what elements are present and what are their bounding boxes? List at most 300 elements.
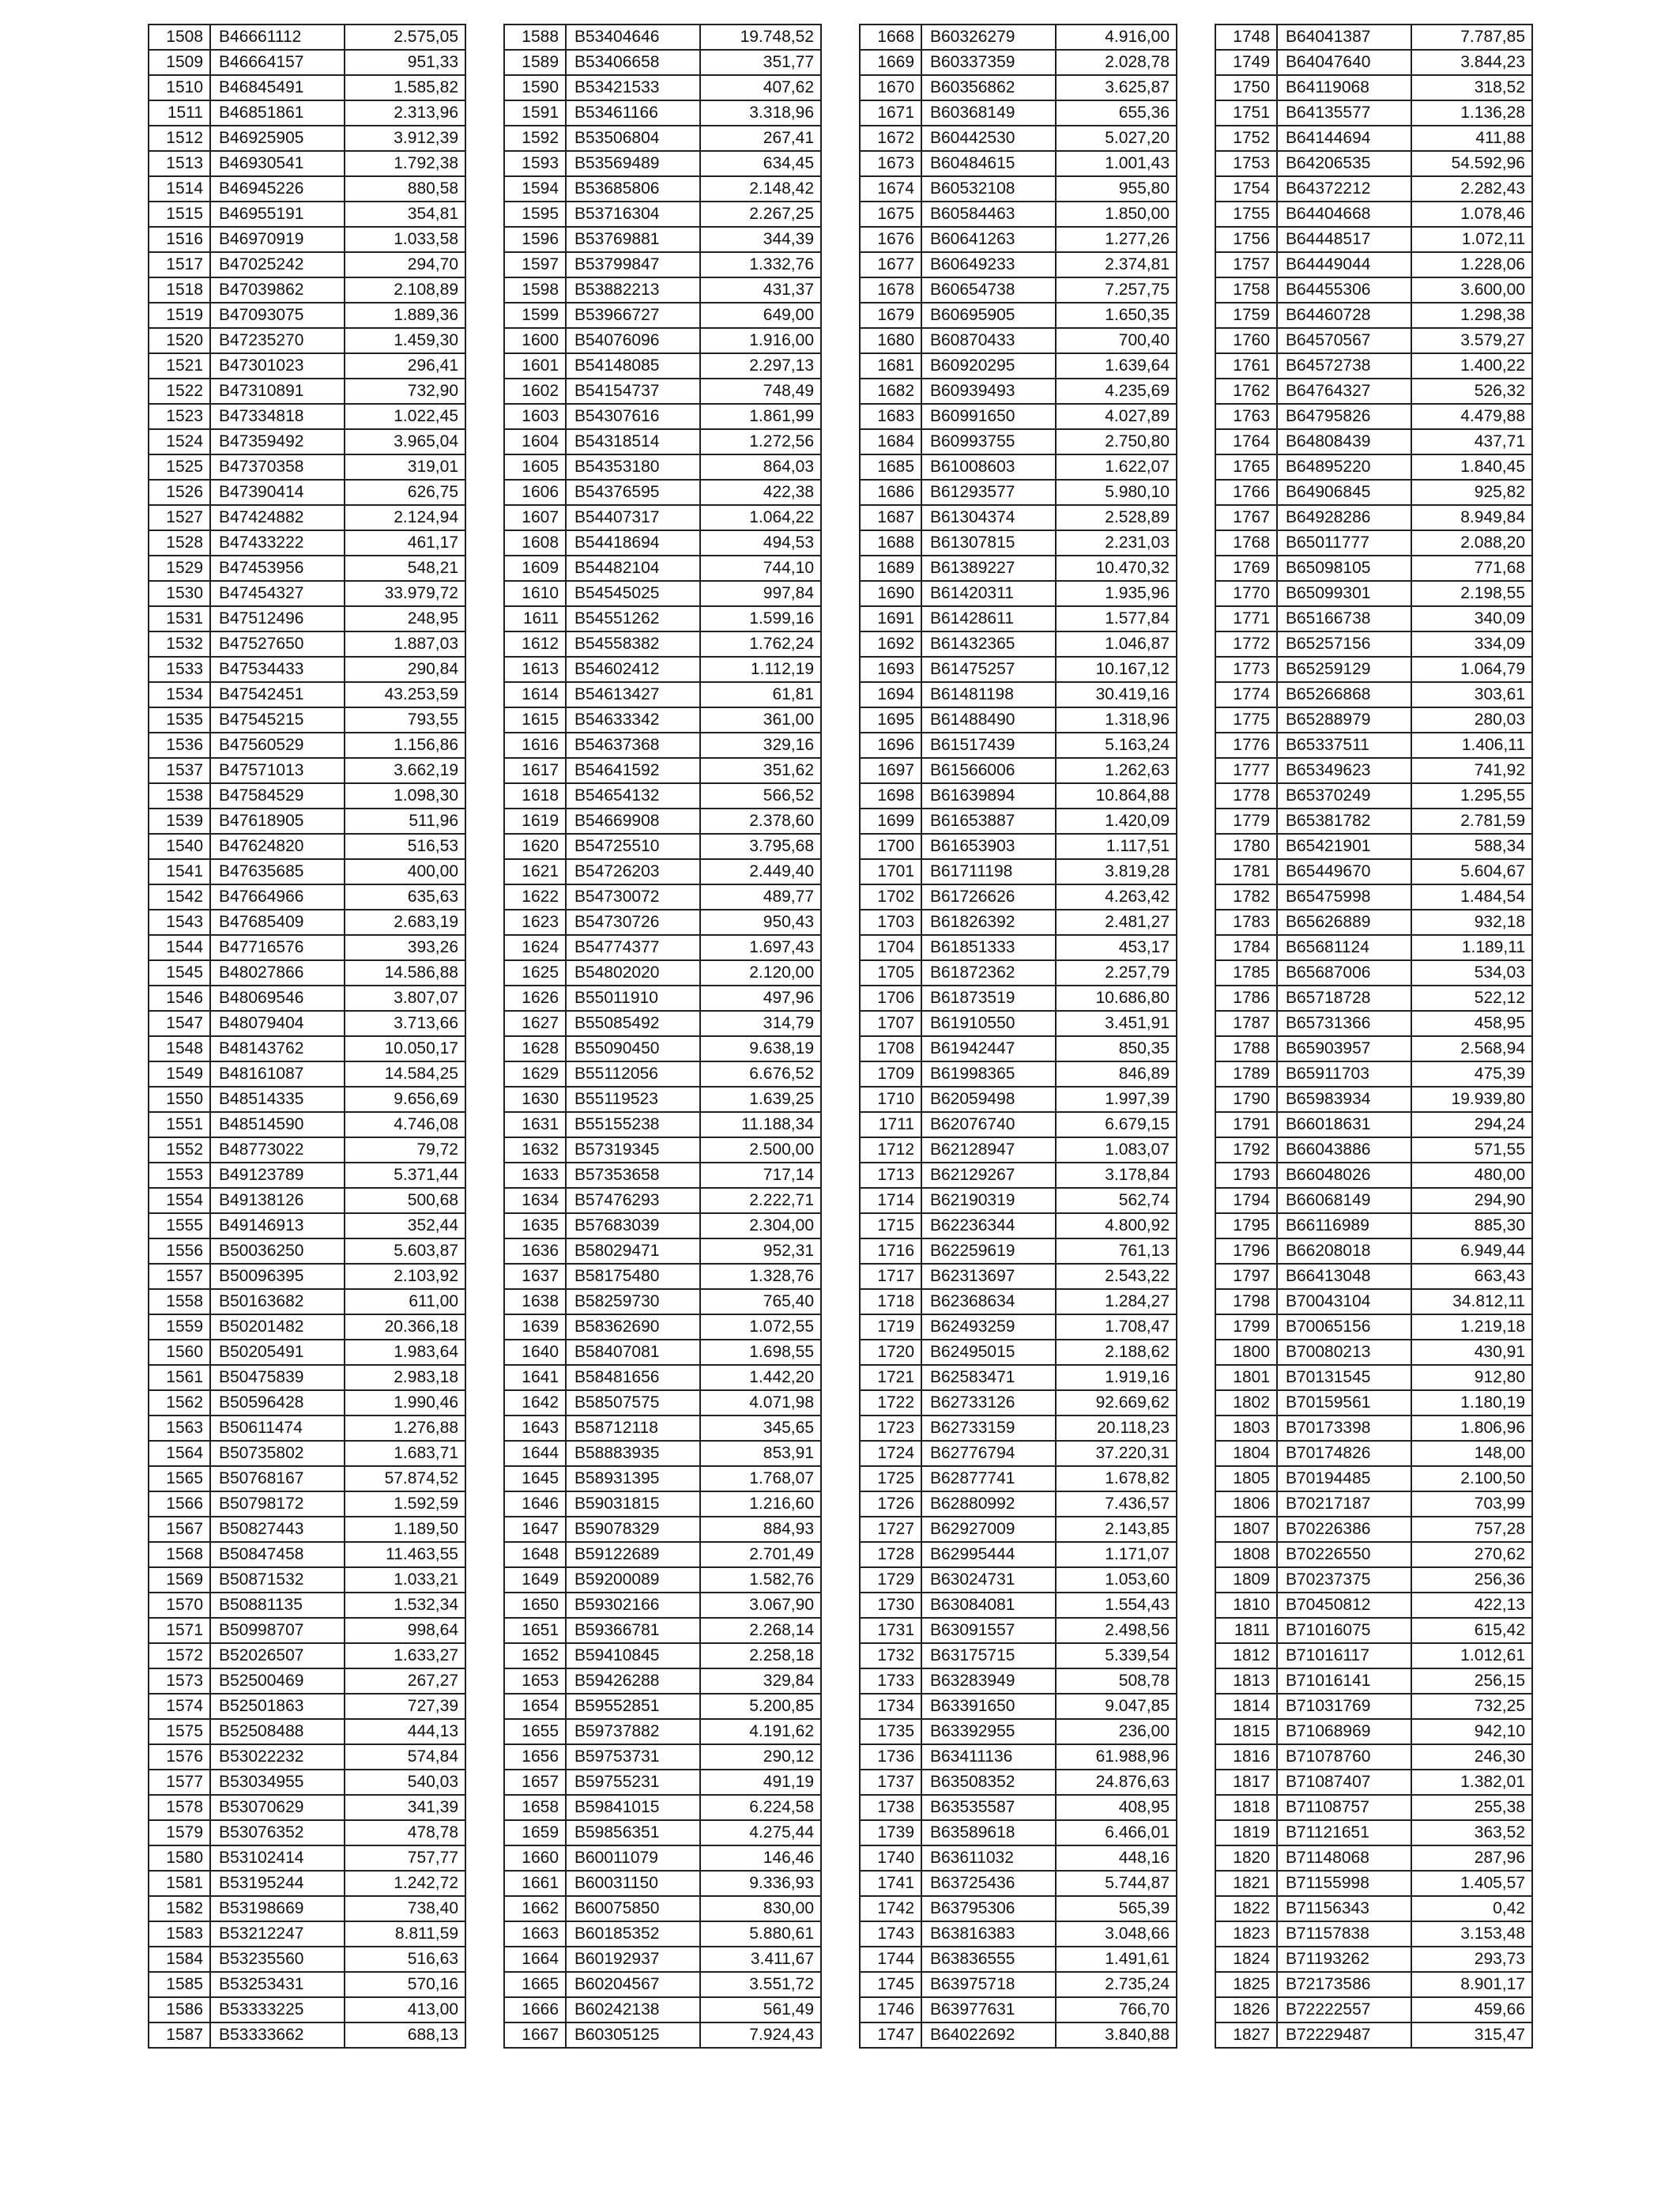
row-number: 1725 (860, 1466, 921, 1491)
amount: 407,62 (700, 75, 821, 100)
account-code: B66208018 (1277, 1238, 1411, 1264)
row-number: 1550 (149, 1087, 210, 1112)
row-number: 1637 (504, 1264, 566, 1289)
table-row (149, 1137, 465, 1163)
amount: 2.575,05 (345, 25, 465, 50)
row-number: 1812 (1215, 1643, 1277, 1668)
account-code: B60484615 (921, 151, 1056, 176)
amount: 588,34 (1411, 834, 1532, 859)
row-number: 1577 (149, 1770, 210, 1795)
account-code: B70173398 (1277, 1416, 1411, 1441)
row-number: 1689 (860, 556, 921, 581)
table-row (1215, 1517, 1532, 1542)
table-row (860, 1719, 1177, 1744)
account-code: B71108757 (1277, 1795, 1411, 1820)
account-code: B70237375 (1277, 1567, 1411, 1593)
account-code: B47542451 (210, 682, 345, 707)
amount: 7.924,43 (700, 2022, 821, 2048)
amount: 1.022,45 (345, 404, 465, 429)
amount: 1.156,86 (345, 733, 465, 758)
row-number: 1511 (149, 100, 210, 126)
row-number: 1698 (860, 783, 921, 809)
table-row (149, 1466, 465, 1491)
account-code: B61304374 (921, 505, 1056, 530)
account-code: B46930541 (210, 151, 345, 176)
row-number: 1683 (860, 404, 921, 429)
account-code: B63975718 (921, 1972, 1056, 1997)
amount: 340,09 (1411, 606, 1532, 631)
row-number: 1681 (860, 353, 921, 379)
row-number: 1705 (860, 960, 921, 986)
table-row (860, 202, 1177, 227)
table-row (1215, 480, 1532, 505)
row-number: 1753 (1215, 151, 1277, 176)
table-row (1215, 1163, 1532, 1188)
table-row (149, 1036, 465, 1061)
amount: 5.163,24 (1056, 733, 1177, 758)
row-number: 1679 (860, 303, 921, 328)
amount: 1.033,21 (345, 1567, 465, 1593)
table-row (149, 328, 465, 353)
row-number: 1614 (504, 682, 566, 707)
account-code: B63977631 (921, 1997, 1056, 2022)
account-code: B47584529 (210, 783, 345, 809)
table-row (1215, 1340, 1532, 1365)
table-row (504, 1087, 821, 1112)
amount: 2.528,89 (1056, 505, 1177, 530)
amount: 8.901,17 (1411, 1972, 1532, 1997)
row-number: 1543 (149, 910, 210, 935)
account-code: B46925905 (210, 126, 345, 151)
table-row (149, 303, 465, 328)
row-number: 1775 (1215, 707, 1277, 733)
account-code: B70226550 (1277, 1542, 1411, 1567)
row-number: 1769 (1215, 556, 1277, 581)
amount: 1.216,60 (700, 1491, 821, 1517)
account-code: B48514335 (210, 1087, 345, 1112)
amount: 19.939,80 (1411, 1087, 1532, 1112)
account-code: B53022232 (210, 1744, 345, 1770)
amount: 2.304,00 (700, 1213, 821, 1238)
account-code: B65099301 (1277, 581, 1411, 606)
account-code: B63589618 (921, 1820, 1056, 1845)
account-code: B61942447 (921, 1036, 1056, 1061)
table-row (1215, 1491, 1532, 1517)
table-row (1215, 682, 1532, 707)
account-code: B47093075 (210, 303, 345, 328)
account-code: B54482104 (566, 556, 700, 581)
account-code: B50881135 (210, 1593, 345, 1618)
row-number: 1525 (149, 454, 210, 480)
amount: 3.451,91 (1056, 1011, 1177, 1036)
table-row (149, 682, 465, 707)
account-code: B60870433 (921, 328, 1056, 353)
table-row (149, 1668, 465, 1694)
row-number: 1603 (504, 404, 566, 429)
amount: 400,00 (345, 859, 465, 884)
amount: 2.088,20 (1411, 530, 1532, 556)
amount: 422,13 (1411, 1593, 1532, 1618)
amount: 1.639,25 (700, 1087, 821, 1112)
account-code: B70194485 (1277, 1466, 1411, 1491)
account-code: B53235560 (210, 1947, 345, 1972)
account-code: B63611032 (921, 1845, 1056, 1871)
row-number: 1729 (860, 1567, 921, 1593)
table-row (504, 1947, 821, 1972)
amount: 717,14 (700, 1163, 821, 1188)
table-row (1215, 1871, 1532, 1896)
row-number: 1783 (1215, 910, 1277, 935)
row-number: 1699 (860, 809, 921, 834)
account-code: B50735802 (210, 1441, 345, 1466)
table-row (1215, 859, 1532, 884)
table-row (504, 202, 821, 227)
amount: 6.224,58 (700, 1795, 821, 1820)
account-code: B64047640 (1277, 50, 1411, 75)
account-code: B49123789 (210, 1163, 345, 1188)
table-row (860, 1618, 1177, 1643)
amount: 1.406,11 (1411, 733, 1532, 758)
table-row (1215, 960, 1532, 986)
table-row (149, 1845, 465, 1871)
table-row (1215, 202, 1532, 227)
row-number: 1613 (504, 657, 566, 682)
row-number: 1582 (149, 1896, 210, 1921)
amount: 0,42 (1411, 1896, 1532, 1921)
account-code: B65259129 (1277, 657, 1411, 682)
table-row (149, 859, 465, 884)
amount: 534,03 (1411, 960, 1532, 986)
account-code: B46970919 (210, 227, 345, 252)
row-number: 1668 (860, 25, 921, 50)
account-code: B61517439 (921, 733, 1056, 758)
table-row (149, 1997, 465, 2022)
account-code: B60993755 (921, 429, 1056, 454)
amount: 2.148,42 (700, 176, 821, 202)
row-number: 1779 (1215, 809, 1277, 834)
amount: 1.792,38 (345, 151, 465, 176)
amount: 5.880,61 (700, 1921, 821, 1947)
row-number: 1533 (149, 657, 210, 682)
row-number: 1751 (1215, 100, 1277, 126)
table-row (149, 1491, 465, 1517)
account-code: B54613427 (566, 682, 700, 707)
amount: 2.498,56 (1056, 1618, 1177, 1643)
table-row (1215, 1112, 1532, 1137)
row-number: 1768 (1215, 530, 1277, 556)
table-row (860, 859, 1177, 884)
table-row (1215, 379, 1532, 404)
table-row (149, 884, 465, 910)
amount: 351,77 (700, 50, 821, 75)
amount: 2.374,81 (1056, 252, 1177, 277)
row-number: 1590 (504, 75, 566, 100)
row-number: 1796 (1215, 1238, 1277, 1264)
row-number: 1752 (1215, 126, 1277, 151)
amount: 4.275,44 (700, 1820, 821, 1845)
account-code: B47534433 (210, 657, 345, 682)
amount: 1.064,79 (1411, 657, 1532, 682)
table-row (149, 1517, 465, 1542)
amount: 741,92 (1411, 758, 1532, 783)
row-number: 1529 (149, 556, 210, 581)
table-row (860, 1365, 1177, 1390)
account-code: B63091557 (921, 1618, 1056, 1643)
amount: 2.103,92 (345, 1264, 465, 1289)
table-row (149, 530, 465, 556)
account-code: B62495015 (921, 1340, 1056, 1365)
ledger-column-3 (859, 24, 1177, 2049)
amount: 1.840,45 (1411, 454, 1532, 480)
row-number: 1713 (860, 1163, 921, 1188)
row-number: 1824 (1215, 1947, 1277, 1972)
amount: 761,13 (1056, 1238, 1177, 1264)
row-number: 1730 (860, 1593, 921, 1618)
row-number: 1691 (860, 606, 921, 631)
amount: 738,40 (345, 1896, 465, 1921)
account-code: B71121651 (1277, 1820, 1411, 1845)
row-number: 1754 (1215, 176, 1277, 202)
row-number: 1811 (1215, 1618, 1277, 1643)
row-number: 1810 (1215, 1593, 1277, 1618)
row-number: 1800 (1215, 1340, 1277, 1365)
amount: 1.064,22 (700, 505, 821, 530)
table-row (1215, 1011, 1532, 1036)
amount: 727,39 (345, 1694, 465, 1719)
row-number: 1611 (504, 606, 566, 631)
table-row (860, 353, 1177, 379)
account-code: B62190319 (921, 1188, 1056, 1213)
account-code: B54545025 (566, 581, 700, 606)
row-number: 1792 (1215, 1137, 1277, 1163)
row-number: 1522 (149, 379, 210, 404)
account-code: B54376595 (566, 480, 700, 505)
row-number: 1519 (149, 303, 210, 328)
amount: 6.949,44 (1411, 1238, 1532, 1264)
table-row (860, 1011, 1177, 1036)
account-code: B54641592 (566, 758, 700, 783)
account-code: B54154737 (566, 379, 700, 404)
table-row (504, 935, 821, 960)
table-row (504, 834, 821, 859)
row-number: 1784 (1215, 935, 1277, 960)
row-number: 1598 (504, 277, 566, 303)
amount: 341,39 (345, 1795, 465, 1820)
account-code: B59078329 (566, 1517, 700, 1542)
amount: 10.470,32 (1056, 556, 1177, 581)
account-code: B62733126 (921, 1390, 1056, 1416)
account-code: B70217187 (1277, 1491, 1411, 1517)
amount: 2.683,19 (345, 910, 465, 935)
table-row (1215, 429, 1532, 454)
row-number: 1790 (1215, 1087, 1277, 1112)
amount: 79,72 (345, 1137, 465, 1163)
row-number: 1665 (504, 1972, 566, 1997)
table-row (860, 1036, 1177, 1061)
amount: 2.449,40 (700, 859, 821, 884)
table-row (149, 1213, 465, 1238)
row-number: 1688 (860, 530, 921, 556)
row-number: 1608 (504, 530, 566, 556)
amount: 61.988,96 (1056, 1744, 1177, 1770)
account-code: B64144694 (1277, 126, 1411, 151)
amount: 14.586,88 (345, 960, 465, 986)
account-code: B55085492 (566, 1011, 700, 1036)
account-code: B70174826 (1277, 1441, 1411, 1466)
amount: 1.189,50 (345, 1517, 465, 1542)
account-code: B53102414 (210, 1845, 345, 1871)
table-row (504, 176, 821, 202)
row-number: 1518 (149, 277, 210, 303)
account-code: B61639894 (921, 783, 1056, 809)
amount: 998,64 (345, 1618, 465, 1643)
account-code: B54407317 (566, 505, 700, 530)
row-number: 1639 (504, 1314, 566, 1340)
amount: 635,63 (345, 884, 465, 910)
table-row (860, 1112, 1177, 1137)
amount: 2.267,25 (700, 202, 821, 227)
row-number: 1808 (1215, 1542, 1277, 1567)
row-number: 1674 (860, 176, 921, 202)
table-row (149, 25, 465, 50)
amount: 329,84 (700, 1668, 821, 1694)
amount: 1.072,11 (1411, 227, 1532, 252)
row-number: 1758 (1215, 277, 1277, 303)
row-number: 1682 (860, 379, 921, 404)
account-code: B63084081 (921, 1593, 1056, 1618)
account-code: B71068969 (1277, 1719, 1411, 1744)
row-number: 1591 (504, 100, 566, 126)
amount: 1.072,55 (700, 1314, 821, 1340)
table-row (1215, 758, 1532, 783)
row-number: 1715 (860, 1213, 921, 1238)
amount: 4.746,08 (345, 1112, 465, 1137)
table-row (860, 1795, 1177, 1820)
amount: 1.935,96 (1056, 581, 1177, 606)
account-code: B60654738 (921, 277, 1056, 303)
account-code: B53076352 (210, 1820, 345, 1845)
account-code: B53966727 (566, 303, 700, 328)
row-number: 1673 (860, 151, 921, 176)
row-number: 1692 (860, 631, 921, 657)
row-number: 1649 (504, 1567, 566, 1593)
row-number: 1680 (860, 328, 921, 353)
table-row (504, 277, 821, 303)
amount: 287,96 (1411, 1845, 1532, 1871)
account-code: B55155238 (566, 1112, 700, 1137)
account-code: B50201482 (210, 1314, 345, 1340)
account-code: B71078760 (1277, 1744, 1411, 1770)
account-code: B61293577 (921, 480, 1056, 505)
table-row (504, 1921, 821, 1947)
amount: 30.419,16 (1056, 682, 1177, 707)
amount: 1.189,11 (1411, 935, 1532, 960)
row-number: 1594 (504, 176, 566, 202)
row-number: 1816 (1215, 1744, 1277, 1770)
amount: 793,55 (345, 707, 465, 733)
account-code: B47370358 (210, 454, 345, 480)
table-row (504, 1238, 821, 1264)
amount: 444,13 (345, 1719, 465, 1744)
row-number: 1619 (504, 809, 566, 834)
account-code: B59737882 (566, 1719, 700, 1744)
account-code: B61653887 (921, 809, 1056, 834)
account-code: B61653903 (921, 834, 1056, 859)
row-number: 1747 (860, 2022, 921, 2048)
account-code: B60031150 (566, 1871, 700, 1896)
account-code: B60011079 (566, 1845, 700, 1871)
table-row (149, 1188, 465, 1213)
account-code: B60305125 (566, 2022, 700, 2048)
table-row (504, 1896, 821, 1921)
table-row (1215, 1567, 1532, 1593)
table-row (504, 1163, 821, 1188)
account-code: B61432365 (921, 631, 1056, 657)
row-number: 1667 (504, 2022, 566, 2048)
table-row (860, 1264, 1177, 1289)
table-row (504, 50, 821, 75)
row-number: 1610 (504, 581, 566, 606)
table-row (1215, 1643, 1532, 1668)
account-code: B47334818 (210, 404, 345, 429)
row-number: 1571 (149, 1618, 210, 1643)
account-code: B71016075 (1277, 1618, 1411, 1643)
table-row (149, 1567, 465, 1593)
row-number: 1772 (1215, 631, 1277, 657)
row-number: 1586 (149, 1997, 210, 2022)
account-code: B65449670 (1277, 859, 1411, 884)
table-row (860, 176, 1177, 202)
table-row (1215, 1947, 1532, 1972)
amount: 4.235,69 (1056, 379, 1177, 404)
account-code: B47359492 (210, 429, 345, 454)
row-number: 1632 (504, 1137, 566, 1163)
amount: 3.600,00 (1411, 277, 1532, 303)
table-row (504, 1719, 821, 1744)
account-code: B64795826 (1277, 404, 1411, 429)
table-row (860, 1997, 1177, 2022)
account-code: B52500469 (210, 1668, 345, 1694)
amount: 3.067,90 (700, 1593, 821, 1618)
table-row (1215, 1744, 1532, 1770)
account-code: B64448517 (1277, 227, 1411, 252)
amount: 361,00 (700, 707, 821, 733)
amount: 352,44 (345, 1213, 465, 1238)
amount: 1.012,61 (1411, 1643, 1532, 1668)
row-number: 1744 (860, 1947, 921, 1972)
account-code: B70450812 (1277, 1593, 1411, 1618)
amount: 294,70 (345, 252, 465, 277)
amount: 3.048,66 (1056, 1921, 1177, 1947)
row-number: 1742 (860, 1896, 921, 1921)
account-code: B62313697 (921, 1264, 1056, 1289)
amount: 9.047,85 (1056, 1694, 1177, 1719)
table-row (149, 1744, 465, 1770)
amount: 20.366,18 (345, 1314, 465, 1340)
account-code: B47025242 (210, 252, 345, 277)
account-code: B64572738 (1277, 353, 1411, 379)
table-row (504, 1517, 821, 1542)
amount: 491,19 (700, 1770, 821, 1795)
account-code: B53799847 (566, 252, 700, 277)
table-row (1215, 1618, 1532, 1643)
account-code: B53882213 (566, 277, 700, 303)
account-code: B71016141 (1277, 1668, 1411, 1694)
account-code: B62259619 (921, 1238, 1056, 1264)
account-code: B64455306 (1277, 277, 1411, 303)
table-row (149, 1441, 465, 1466)
table-row (504, 1694, 821, 1719)
